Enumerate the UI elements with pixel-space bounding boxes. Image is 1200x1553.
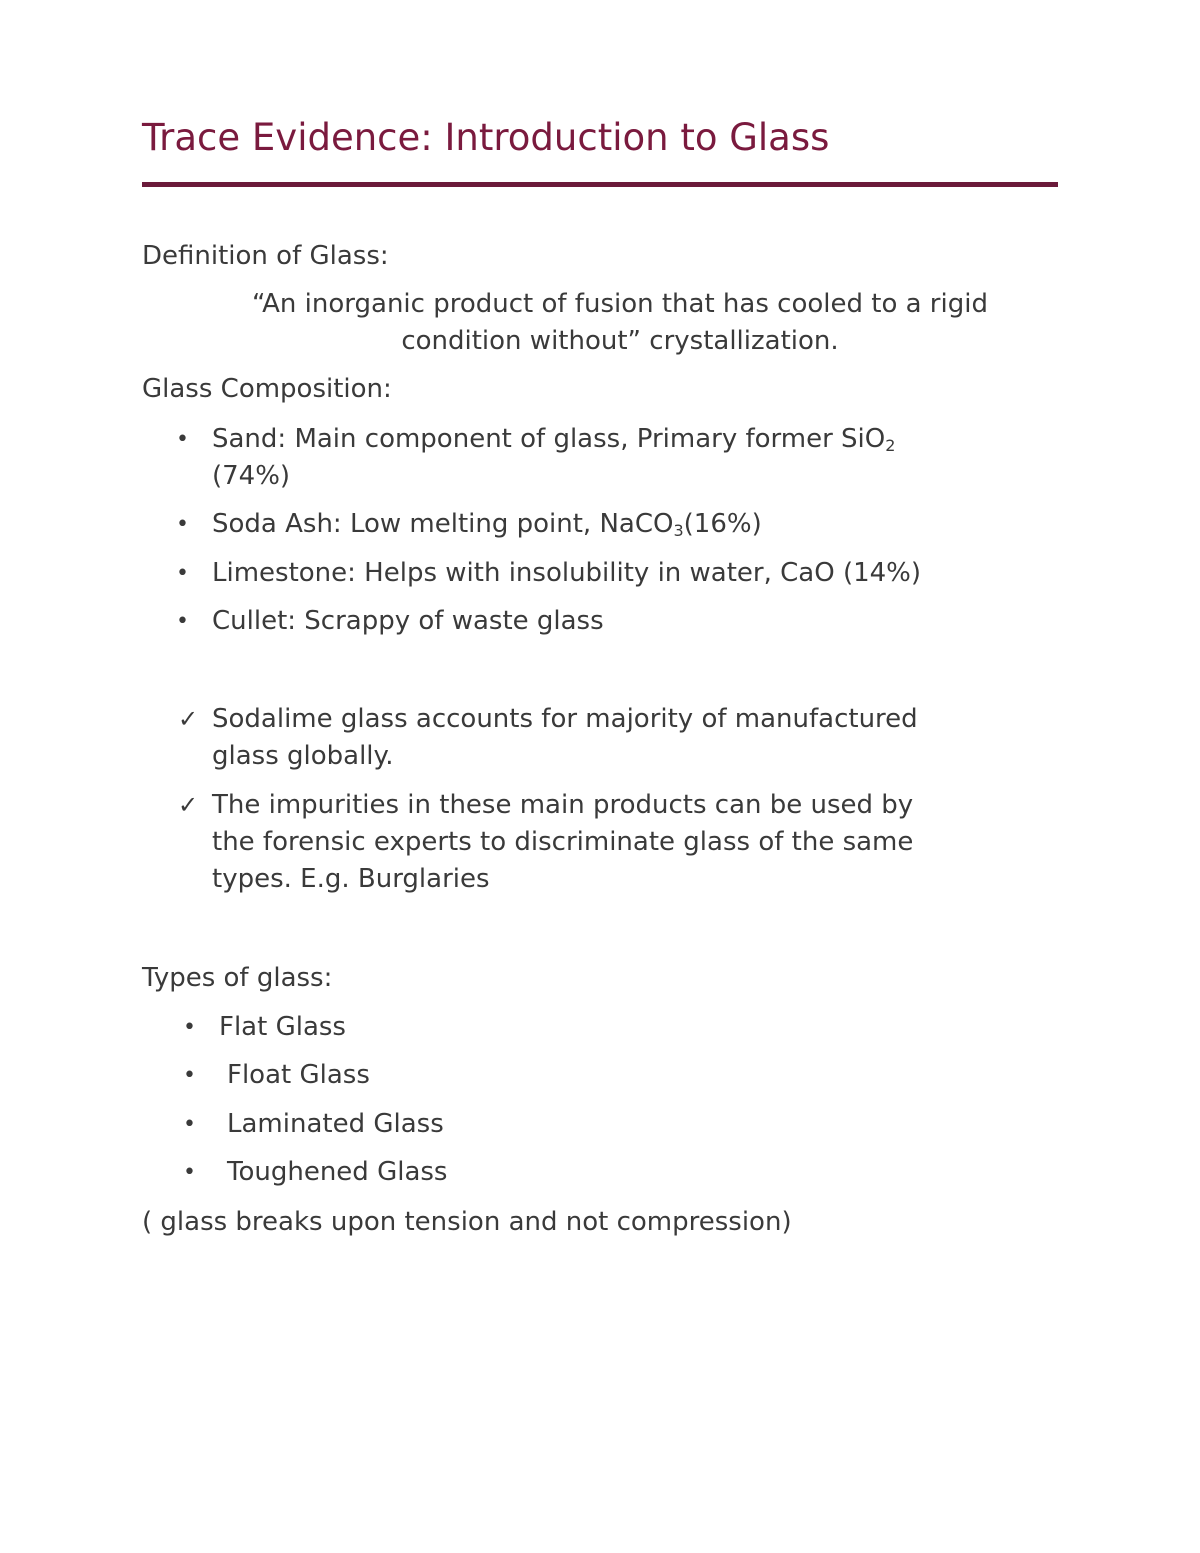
bullet-icon: • bbox=[176, 427, 189, 452]
bullet-icon: • bbox=[176, 609, 189, 634]
type-item-laminated-glass: Laminated Glass bbox=[227, 1109, 444, 1139]
composition-item-soda-ash bbox=[212, 506, 762, 543]
note-impurities-line-1: The impurities in these main products can be used by bbox=[212, 790, 914, 820]
bullet-icon: • bbox=[183, 1015, 196, 1040]
title-underline-rule bbox=[142, 182, 1058, 187]
composition-item-limestone: Limestone: Helps with insolubility in water, CaO (14%) bbox=[212, 558, 922, 588]
subscript: 3 bbox=[673, 521, 684, 540]
note-sodalime-line-2: glass globally. bbox=[212, 741, 394, 771]
composition-item-sand bbox=[212, 421, 895, 458]
document-title: Trace Evidence: Introduction to Glass bbox=[142, 116, 830, 159]
composition-item-sand-line-2: (74%) bbox=[212, 461, 291, 491]
bullet-icon: • bbox=[176, 512, 189, 537]
note-impurities-line-2: the forensic experts to discriminate glass of the same bbox=[212, 827, 914, 857]
bullet-icon: • bbox=[183, 1063, 196, 1088]
checkmark-icon: ✓ bbox=[178, 791, 199, 819]
composition-item-sand-text: Sand: Main component of glass, Primary former SiO bbox=[212, 424, 886, 454]
type-item-flat-glass: Flat Glass bbox=[219, 1012, 346, 1042]
checkmark-icon: ✓ bbox=[178, 705, 199, 733]
note-impurities-line-3: types. E.g. Burglaries bbox=[212, 864, 490, 894]
bullet-icon: • bbox=[183, 1160, 196, 1185]
definition-quote-line-2: condition without” crystallization. bbox=[401, 326, 839, 356]
type-item-toughened-glass: Toughened Glass bbox=[227, 1157, 448, 1187]
types-heading: Types of glass: bbox=[142, 963, 333, 993]
footer-note: ( glass breaks upon tension and not compression) bbox=[142, 1207, 792, 1237]
composition-item-cullet: Cullet: Scrappy of waste glass bbox=[212, 606, 604, 636]
bullet-icon: • bbox=[183, 1112, 196, 1137]
composition-heading: Glass Composition: bbox=[142, 374, 392, 404]
definition-heading: Definition of Glass: bbox=[142, 241, 389, 271]
composition-item-soda-ash-percent: (16%) bbox=[683, 509, 762, 539]
bullet-icon: • bbox=[176, 561, 189, 586]
subscript: 2 bbox=[885, 436, 896, 455]
type-item-float-glass: Float Glass bbox=[227, 1060, 370, 1090]
note-sodalime-line-1: Sodalime glass accounts for majority of manufactured bbox=[212, 704, 918, 734]
composition-item-soda-ash-text: Soda Ash: Low melting point, NaCO bbox=[212, 509, 674, 539]
definition-quote-line-1: “An inorganic product of fusion that has cooled to a rigid bbox=[252, 289, 988, 319]
